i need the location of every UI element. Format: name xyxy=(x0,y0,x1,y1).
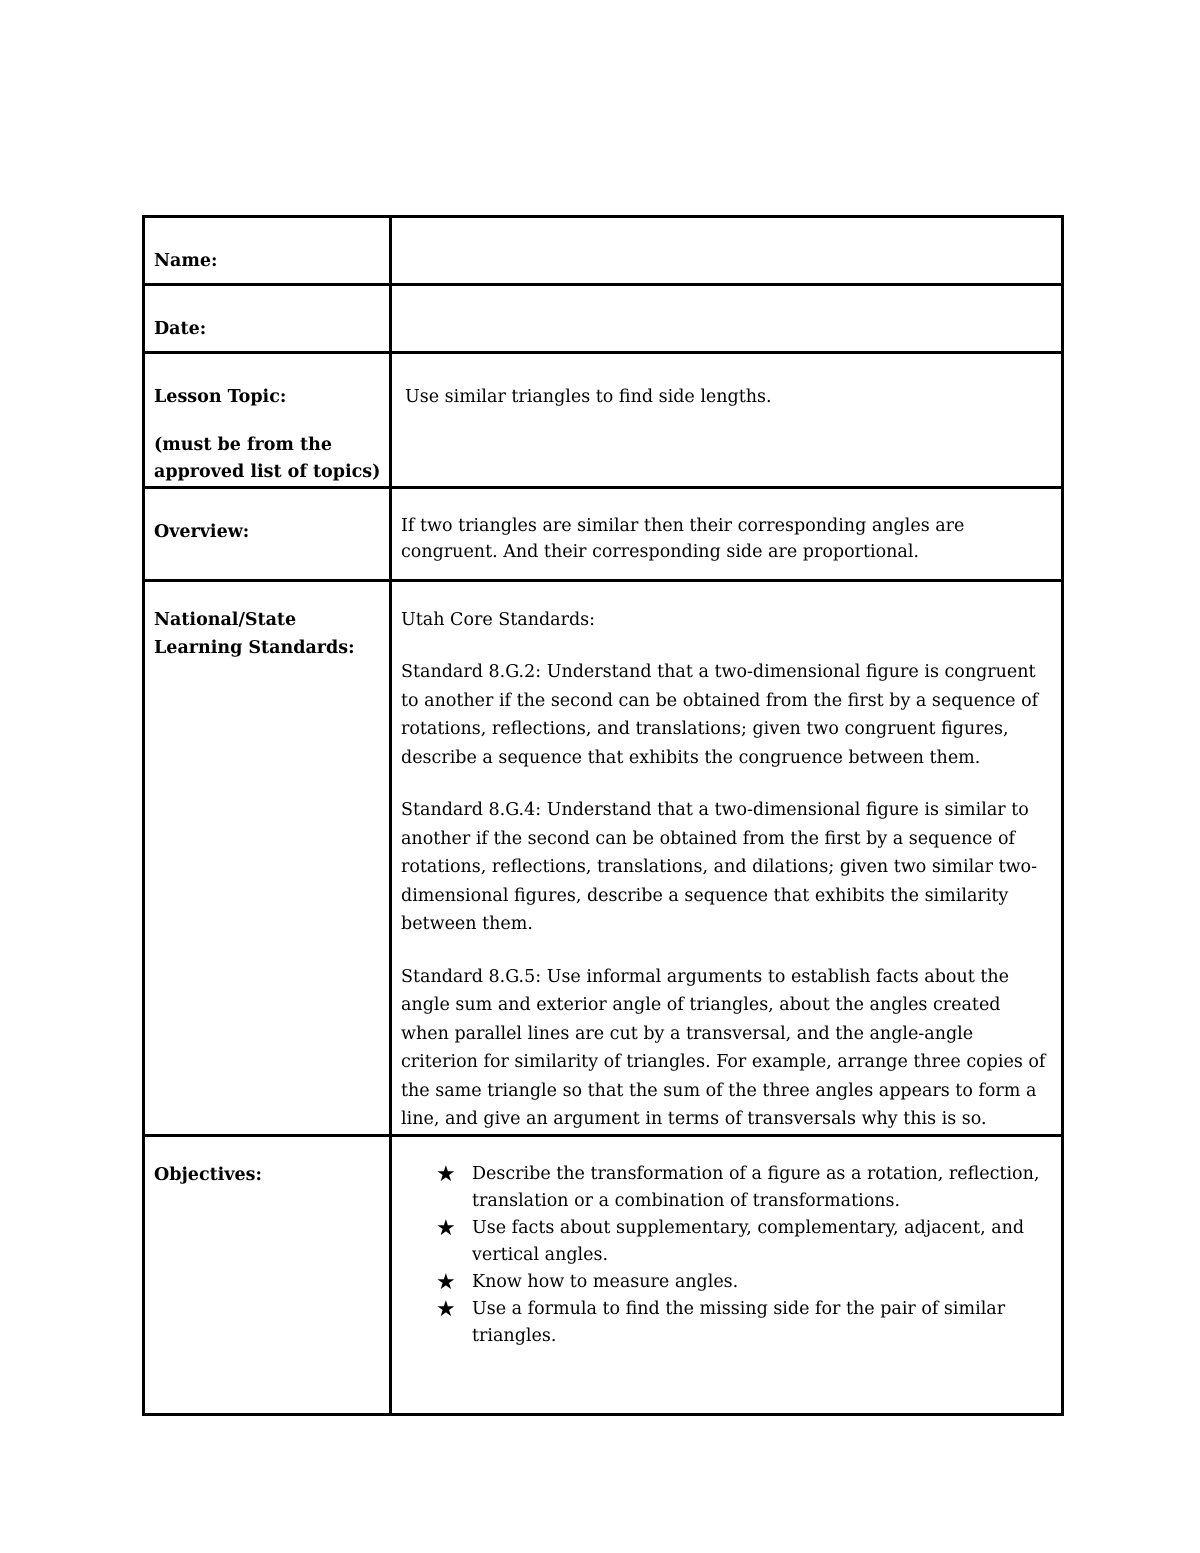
date-label: Date: xyxy=(144,285,391,353)
objectives-value-cell xyxy=(391,1135,1063,1414)
objective-item xyxy=(436,1296,1051,1350)
objective-text: Describe the transformation of a figure as a rotation, reflection, translation or a combination of transformations. xyxy=(472,1163,1040,1211)
date-row xyxy=(144,285,1063,353)
name-row xyxy=(144,217,1063,285)
overview-row xyxy=(144,488,1063,581)
standards-label-cell xyxy=(144,581,391,1136)
standards-label: National/State Learning Standards: xyxy=(154,610,355,658)
star-bullet-icon: ★ xyxy=(436,1215,456,1241)
objectives-row xyxy=(144,1135,1063,1414)
lesson-topic-label-cell xyxy=(144,353,391,488)
standard-8g5: Standard 8.G.5: Use informal arguments to establish facts about the angle sum and exterior angle of triangles, about the angles created when parallel lines are cut by a transversal, and the angle-angle criterion for similarity of triangles. For example, arrange three copies of the same triangle so that the sum of the three angles appears to form a line, and give an argument in terms of transversals why this is so. xyxy=(401,966,1046,1129)
objective-item xyxy=(436,1215,1051,1269)
lesson-topic-value: Use similar triangles to find side lengths. xyxy=(405,387,772,407)
star-bullet-icon: ★ xyxy=(436,1269,456,1295)
standards-intro: Utah Core Standards: xyxy=(401,610,596,630)
standards-row xyxy=(144,581,1063,1136)
objective-text: Use a formula to find the missing side for the pair of similar triangles. xyxy=(472,1298,1006,1346)
star-bullet-icon: ★ xyxy=(436,1296,456,1322)
star-bullet-icon: ★ xyxy=(436,1161,456,1187)
overview-value: If two triangles are similar then their corresponding angles are congruent. And their corresponding side are proportional. xyxy=(401,516,965,562)
name-value xyxy=(391,217,1063,285)
overview-value-cell xyxy=(391,488,1063,581)
lesson-topic-row xyxy=(144,353,1063,488)
objective-text: Use facts about supplementary, complementary, adjacent, and vertical angles. xyxy=(472,1217,1025,1265)
objective-item xyxy=(436,1269,1051,1296)
lesson-plan-table xyxy=(142,215,1064,1416)
standard-8g2: Standard 8.G.2: Understand that a two-dimensional figure is congruent to another if the second can be obtained from the first by a sequence of rotations, reflections, and translations; given two congruent figures, describe a sequence that exhibits the congruence between them. xyxy=(401,662,1039,768)
date-value xyxy=(391,285,1063,353)
objective-text: Know how to measure angles. xyxy=(472,1271,739,1292)
lesson-topic-sublabel: (must be from the approved list of topics) xyxy=(154,435,381,482)
objectives-list xyxy=(401,1161,1051,1350)
standard-8g4: Standard 8.G.4: Understand that a two-dimensional figure is similar to another if the second can be obtained from the first by a sequence of rotations, reflections, translations, and dilations; given two similar two-dimensional figures, describe a sequence that exhibits the similarity between them. xyxy=(401,800,1038,934)
objective-item xyxy=(436,1161,1051,1215)
overview-label: Overview: xyxy=(144,488,391,581)
name-label: Name: xyxy=(144,217,391,285)
lesson-topic-label: Lesson Topic: xyxy=(154,387,287,407)
standards-value-cell xyxy=(391,581,1063,1136)
objectives-label: Objectives: xyxy=(144,1135,391,1414)
lesson-topic-value-cell xyxy=(391,353,1063,488)
